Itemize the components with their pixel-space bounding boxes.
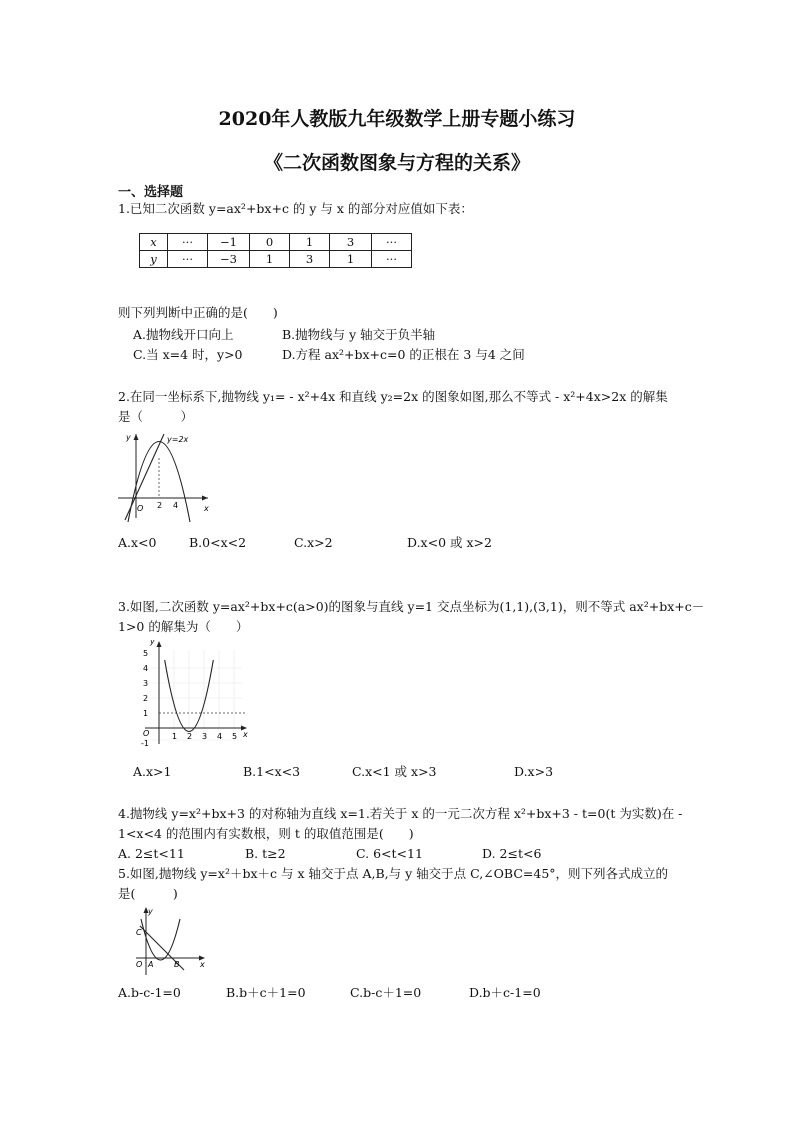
q3-y-tick: 2 <box>143 694 149 703</box>
table-cell: ··· <box>168 251 208 268</box>
q5-x-label: x <box>200 960 205 969</box>
q5-stem-line2: 是( ) <box>118 886 178 901</box>
q3-y-arrow-icon <box>157 641 162 647</box>
q3-stem-line1: 3.如图,二次函数 y=ax²+bx+c(a>0)的图象与直线 y=1 交点坐标为(1,1),(3,1)，则不等式 ax²+bx+c－ <box>118 599 705 614</box>
q3-y-tick: 3 <box>143 679 149 688</box>
q5-option-d: D.b＋c-1=0 <box>469 985 541 1000</box>
q3-y-tick: -1 <box>141 739 149 748</box>
q4-option-a: A. 2≤t<11 <box>118 846 185 861</box>
q4-option-d: D. 2≤t<6 <box>482 846 542 861</box>
q3-option-a: A.x>1 <box>133 764 172 779</box>
q2-option-d: D.x<0 或 x>2 <box>407 535 492 550</box>
q3-option-d: D.x>3 <box>514 764 554 779</box>
q5-stem-line1: 5.如图,抛物线 y=x²＋bx＋c 与 x 轴交于点 A,B,与 y 轴交于点 C,∠OBC=45°，则下列各式成立的 <box>118 866 669 881</box>
q3-origin-label: O <box>143 729 150 738</box>
q3-x-tick: 4 <box>217 732 223 741</box>
q3-x-label: x <box>243 730 248 739</box>
page-title: 2020年人教版九年级数学上册专题小练习 <box>218 108 576 130</box>
q2-graph <box>116 430 214 522</box>
table-cell: −1 <box>208 234 250 251</box>
q3-y-label: y <box>150 640 155 646</box>
q5-option-c: C.b-c＋1=0 <box>350 985 422 1000</box>
q2-origin-label: O <box>137 504 144 513</box>
table-row <box>140 251 412 268</box>
q3-gridlines <box>145 650 242 740</box>
q5-option-a: A.b-c-1=0 <box>118 985 181 1000</box>
table-cell: y <box>140 251 168 268</box>
q3-y-tick: 4 <box>143 664 149 673</box>
table-cell: ··· <box>372 234 412 251</box>
table-cell: 3 <box>290 251 330 268</box>
q5-origin-label: O <box>136 960 143 969</box>
q1-stem: 1.已知二次函数 y=ax²+bx+c 的 y 与 x 的部分对应值如下表： <box>118 201 473 216</box>
table-cell: 0 <box>250 234 290 251</box>
q3-y-tick: 5 <box>143 649 149 658</box>
q2-y-label: y <box>126 433 131 442</box>
q2-x-label: x <box>204 504 209 513</box>
q5-point-b-label: B <box>174 960 180 969</box>
q2-line-label: y=2x <box>167 435 189 444</box>
table-cell: 1 <box>330 251 372 268</box>
q2-tick-4: 4 <box>173 501 179 510</box>
q5-parabola <box>141 919 180 960</box>
q2-stem-line2: 是（ ） <box>118 409 194 424</box>
q2-tick-2: 2 <box>157 501 163 510</box>
q2-stem-line1: 2.在同一坐标系下,抛物线 y₁= - x²+4x 和直线 y₂=2x 的图象如图,那么不等式 - x²+4x>2x 的解集 <box>118 389 668 404</box>
q1-option-c: C.当 x=4 时，y>0 <box>133 347 243 362</box>
q1-value-table <box>139 233 412 268</box>
q5-graph <box>132 905 208 977</box>
q2-y-arrow-icon <box>134 434 139 440</box>
q3-x-tick: 1 <box>172 732 178 741</box>
q5-y-label: y <box>148 907 153 916</box>
q3-graph <box>137 640 249 750</box>
q4-stem-line1: 4.抛物线 y=x²+bx+3 的对称轴为直线 x=1.若关于 x 的一元二次方程 x²+bx+3 - t=0(t 为实数)在 - <box>118 806 683 821</box>
q4-option-c: C. 6<t<11 <box>356 846 423 861</box>
table-cell: x <box>140 234 168 251</box>
q2-x-arrow-icon <box>202 496 208 501</box>
q5-point-c-label: C <box>136 928 142 937</box>
q2-option-c: C.x>2 <box>294 535 333 550</box>
table-cell: 3 <box>330 234 372 251</box>
q3-option-b: B.1<x<3 <box>243 764 301 779</box>
section-heading: 一、选择题 <box>118 185 184 200</box>
q4-stem-line2: 1<x<4 的范围内有实数根，则 t 的取值范围是( ) <box>118 826 414 841</box>
q1-option-b: B.抛物线与 y 轴交于负半轴 <box>282 327 436 342</box>
table-cell: 1 <box>290 234 330 251</box>
q3-stem-line2: 1>0 的解集为（ ） <box>118 619 249 634</box>
q3-x-tick: 3 <box>202 732 208 741</box>
table-cell: ··· <box>168 234 208 251</box>
q3-x-tick: 2 <box>187 732 193 741</box>
q2-option-a: A.x<0 <box>118 535 157 550</box>
table-row <box>140 234 412 251</box>
q5-option-b: B.b＋c＋1=0 <box>226 985 306 1000</box>
table-cell: −3 <box>208 251 250 268</box>
q1-option-d: D.方程 ax²+bx+c=0 的正根在 3 与4 之间 <box>282 347 525 362</box>
q3-y-tick: 1 <box>143 709 149 718</box>
table-cell: 1 <box>250 251 290 268</box>
q5-point-a-label: A <box>148 960 154 969</box>
q4-option-b: B. t≥2 <box>245 846 286 861</box>
q3-option-c: C.x<1 或 x>3 <box>352 764 437 779</box>
q3-x-tick: 5 <box>232 732 238 741</box>
page-subtitle: 《二次函数图象与方程的关系》 <box>263 152 530 174</box>
table-cell: ··· <box>372 251 412 268</box>
q2-option-b: B.0<x<2 <box>189 535 247 550</box>
q1-option-a: A.抛物线开口向上 <box>133 327 234 342</box>
q1-prompt: 则下列判断中正确的是( ) <box>118 305 278 320</box>
